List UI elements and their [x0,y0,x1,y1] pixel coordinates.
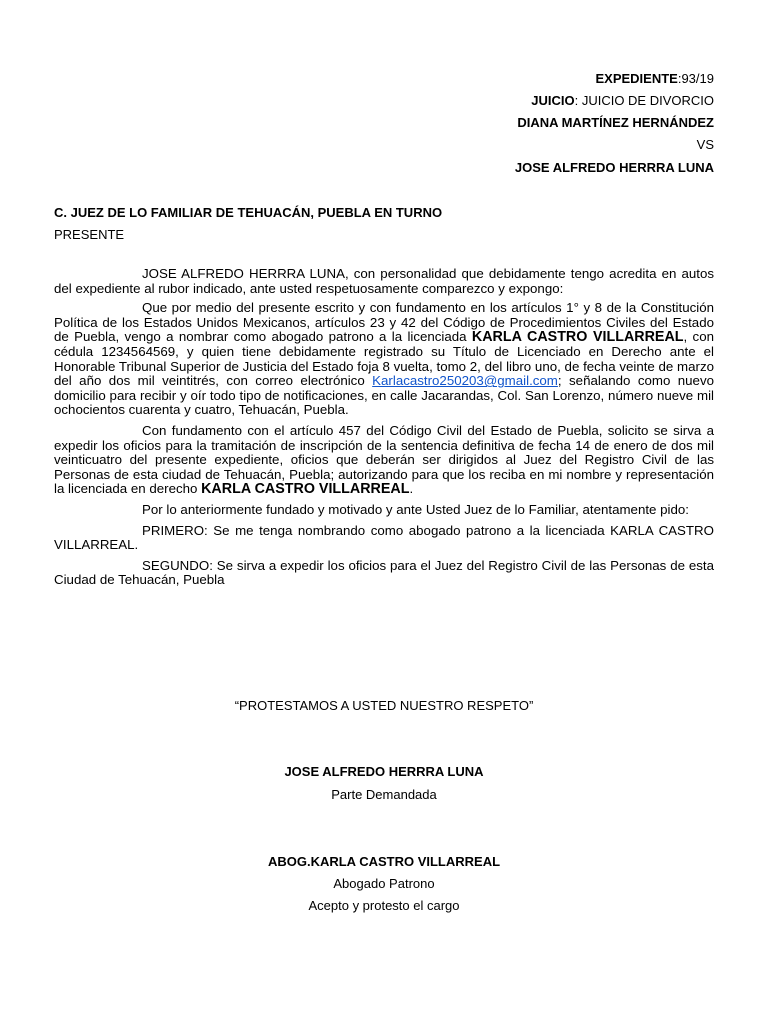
document-body [54,267,714,594]
expediente-line [595,71,714,86]
actor-name: DIANA MARTÍNEZ HERNÁNDEZ [517,115,714,130]
addressee-presente: PRESENTE [54,227,125,242]
juicio-line [531,93,714,108]
signatory-2-role: Abogado Patrono [333,876,435,891]
lawyer-name: KARLA CASTRO VILLARREAL [471,329,684,346]
paragraph-segundo: SEGUNDO: Se sirva a expedir los oficios para el Juez del Registro Civil de las Personas de esta Ciudad de Tehuacán, Puebla [54,557,714,588]
paragraph-appointment [54,301,714,418]
signatory-2-name: ABOG.KARLA CASTRO VILLARREAL [267,854,501,869]
addressee-title: C. JUEZ DE LO FAMILIAR DE TEHUACÁN, PUEBLA EN TURNO [54,205,443,220]
appointment-text-b: , con cédula 1234564569, y quien tiene debidamente registrado su Título de Licenciado en Derecho ante el Honorable Tribunal Superior de Justicia del Estado foja 8 vuelta, tomo 2, del libro uno, de fecha veinte de marzo del año dos mil veintitrés, con correo electrónico [54,329,714,389]
email-link[interactable]: Karlacastro250203@gmail.com [372,373,558,389]
vs-text: VS [696,137,714,152]
signatory-2-note: Acepto y protesto el cargo [308,898,460,913]
paragraph-request [54,424,714,497]
paragraph-petition: Por lo anteriormente fundado y motivado y ante Usted Juez de lo Familiar, atentamente pido: [142,501,689,517]
expediente-label: EXPEDIENTE [595,71,678,86]
request-text-a: Con fundamento con el artículo 457 del Código Civil del Estado de Puebla, solicito se sirva a expedir los oficios para la tramitación de inscripción de la sentencia definitiva de fecha 14 de enero de dos mil veinticuatro del presente expediente, oficios que deberán ser dirigidos al Juez del Registro Civil de las Personas de esta ciudad de Tehuacán, Puebla; autorizando para que los reciba en mi nombre y representación la licenciada en derecho [54,422,714,497]
protest-statement: “PROTESTAMOS A USTED NUESTRO RESPETO” [234,698,534,713]
lawyer-name-2: KARLA CASTRO VILLARREAL [201,481,410,498]
signatory-1-role: Parte Demandada [331,787,437,802]
signatory-1-name: JOSE ALFREDO HERRRA LUNA [284,764,484,779]
expediente-value: :93/19 [677,71,714,86]
juicio-value: : JUICIO DE DIVORCIO [574,93,714,108]
demandado-name: JOSE ALFREDO HERRRA LUNA [514,160,714,175]
paragraph-primero: PRIMERO: Se me tenga nombrando como abogado patrono a la licenciada KARLA CASTRO VILLARREAL. [54,522,714,553]
paragraph-intro: JOSE ALFREDO HERRRA LUNA, con personalidad que debidamente tengo acredita en autos del expediente al rubor indicado, ante usted respetuosamente comparezco y expongo: [54,266,714,296]
request-text-b: . [409,481,414,497]
juicio-label: JUICIO [531,93,575,108]
appointment-text-c: ; señalando como nuevo domicilio para recibir y oír todo tipo de notificaciones, en calle Jacarandas, Col. San Lorenzo, número nueve mil ochocientos cuarenta y cuatro, Tehuacán, Puebla. [54,373,715,418]
appointment-text-a: Que por medio del presente escrito y con fundamento en los artículos 1° y 8 de la Constitución Política de los Estados Unidos Mexicanos, artículos 23 y 42 del Código de Procedimientos Civiles del Estado de Puebla, vengo a nombrar como abogado patrono a la licenciada [54,300,714,345]
